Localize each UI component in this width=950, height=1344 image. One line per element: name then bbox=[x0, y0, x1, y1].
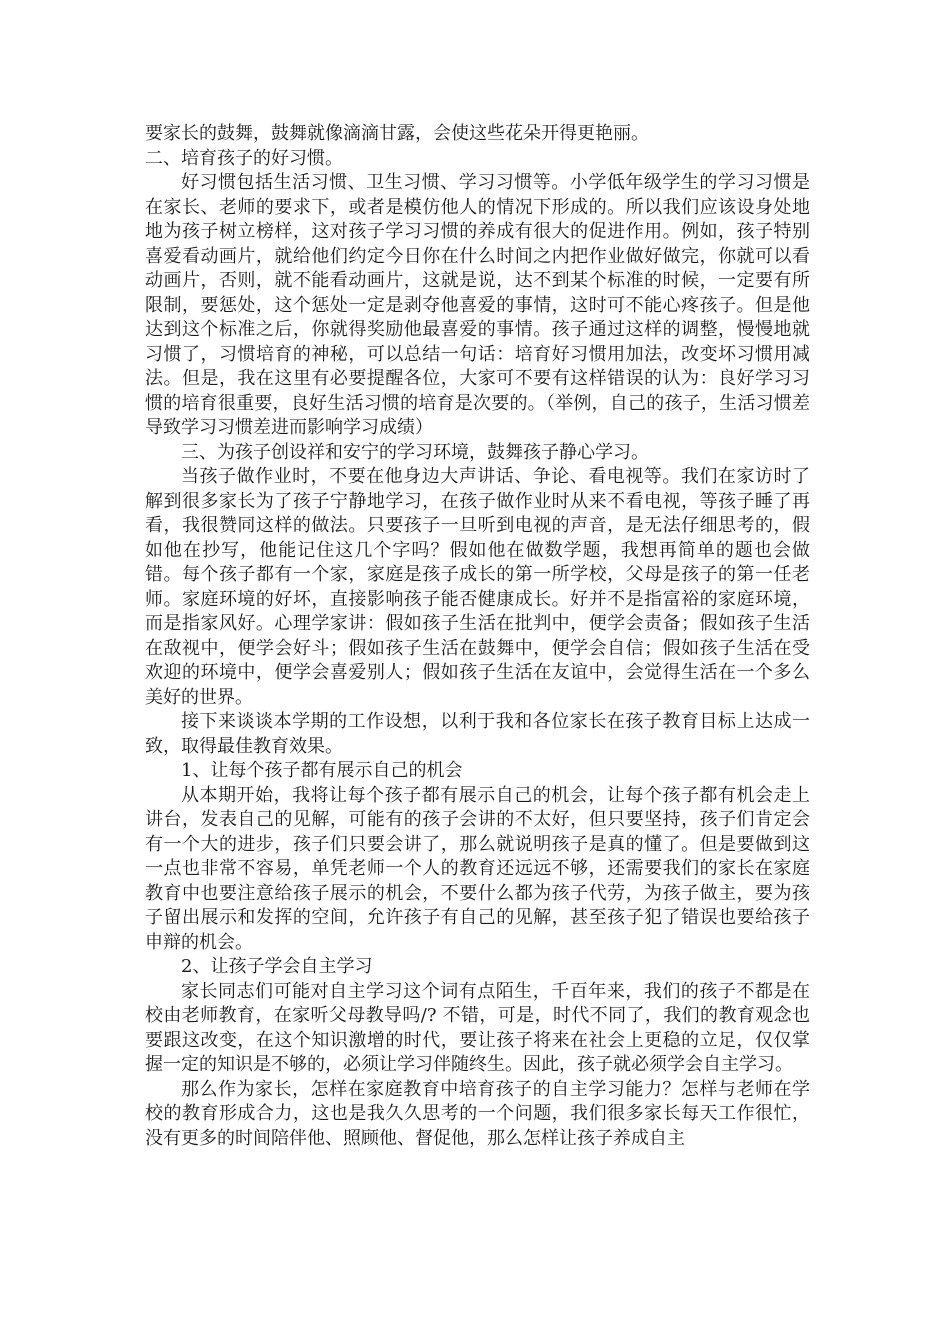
document-body bbox=[145, 122, 810, 1151]
section-heading: 二、培育孩子的好习惯。 bbox=[145, 147, 343, 169]
paragraph: 当孩子做作业时，不要在他身边大声讲话、争论、看电视等。我们在家访时了解到很多家长为了孩子宁静地学习，在孩子做作业时从来不看电视，等孩子睡了再看，我很赞同这样的做法。只要孩子一旦听到电视的声音，是无法仔细思考的，假如他在抄写，他能记住这几个字吗？假如他在做数学题，我想再简单的题也会做错。每个孩子都有一个家，家庭是孩子成长的第一所学校，父母是孩子的第一任老师。家庭环境的好坏，直接影响孩子能否健康成长。好并不是指富裕的家庭环境，而是指家风好。心理学家讲：假如孩子生活在批判中，便学会责备；假如孩子生活在敌视中，便学会好斗；假如孩子生活在鼓舞中，便学会自信；假如孩子生活在受欢迎的环境中，便学会喜爱别人；假如孩子生活在友谊中，会觉得生活在一个多么美好的世界。 bbox=[145, 466, 810, 708]
section-heading: 三、为孩子创设祥和安宁的学习环境，鼓舞孩子静心学习。 bbox=[181, 441, 649, 463]
paragraph: 要家长的鼓舞，鼓舞就像滴滴甘露，会使这些花朵开得更艳丽。 bbox=[145, 123, 649, 144]
paragraph: 好习惯包括生活习惯、卫生习惯、学习习惯等。小学低年级学生的学习习惯是在家长、老师的要求下，或者是模仿他人的情况下形成的。所以我们应该设身处地地为孩子树立榜样，这对孩子学习习惯的养成有很大的促进作用。例如，孩子特别喜爱看动画片，就给他们约定今日你在什么时间之内把作业做好做完，你就可以看动画片，否则，就不能看动画片，这就是说，达不到某个标准的时候，一定要有所限制，要惩处，这个惩处一定是剥夺他喜爱的事情，这时可不能心疼孩子。但是他达到这个标准之后，你就得奖励他最喜爱的事情。孩子通过这样的调整，慢慢地就习惯了，习惯培育的神秘，可以总结一句话：培育好习惯用加法，改变坏习惯用减法。但是，我在这里有必要提醒各位，大家可不要有这样错误的认为：良好学习习惯的培育很重要，良好生活习惯的培育是次要的。（举例，自己的孩子，生活习惯差导致学习习惯差进而影响学习成绩） bbox=[145, 172, 810, 438]
paragraph: 从本期开始，我将让每个孩子都有展示自己的机会，让每个孩子都有机会走上讲台，发表自己的见解，可能有的孩子会讲的不太好，但只要坚持，孩子们肯定会有一个大的进步，孩子们只要会讲了，那么就说明孩子是真的懂了。但是要做到这一点也非常不容易，单凭老师一个人的教育还远远不够，还需要我们的家长在家庭教育中也要注意给孩子展示的机会，不要什么都为孩子代劳，为孩子做主，要为孩子留出展示和发挥的空间，允许孩子有自己的见解，甚至孩子犯了错误也要给孩子申辩的机会。 bbox=[145, 784, 810, 953]
paragraph: 接下来谈谈本学期的工作设想，以利于我和各位家长在孩子教育目标上达成一致，取得最佳教育效果。 bbox=[145, 711, 810, 757]
paragraph: 家长同志们可能对自主学习这个词有点陌生，千百年来，我们的孩子不都是在校由老师教育，在家听父母教导吗/? 不错，可是，时代不同了，我们的教育观念也要跟这改变，在这个知识激增的时代，要让孩子将来在社会上更稳的立足，仅仅掌握一定的知识是不够的，必须让学习伴随终生。因此，孩子就必须学会自主学习。 bbox=[145, 980, 810, 1075]
subsection-heading: 1、让每个孩子都有展示自己的机会 bbox=[181, 760, 463, 781]
paragraph: 那么作为家长，怎样在家庭教育中培育孩子的自主学习能力？怎样与老师在学校的教育形成合力，这也是我久久思考的一个问题，我们很多家长每天工作很忙，没有更多的时间陪伴他、照顾他、督促他，那么怎样让孩子养成自主 bbox=[145, 1078, 810, 1149]
subsection-heading: 2、让孩子学会自主学习 bbox=[181, 956, 373, 977]
